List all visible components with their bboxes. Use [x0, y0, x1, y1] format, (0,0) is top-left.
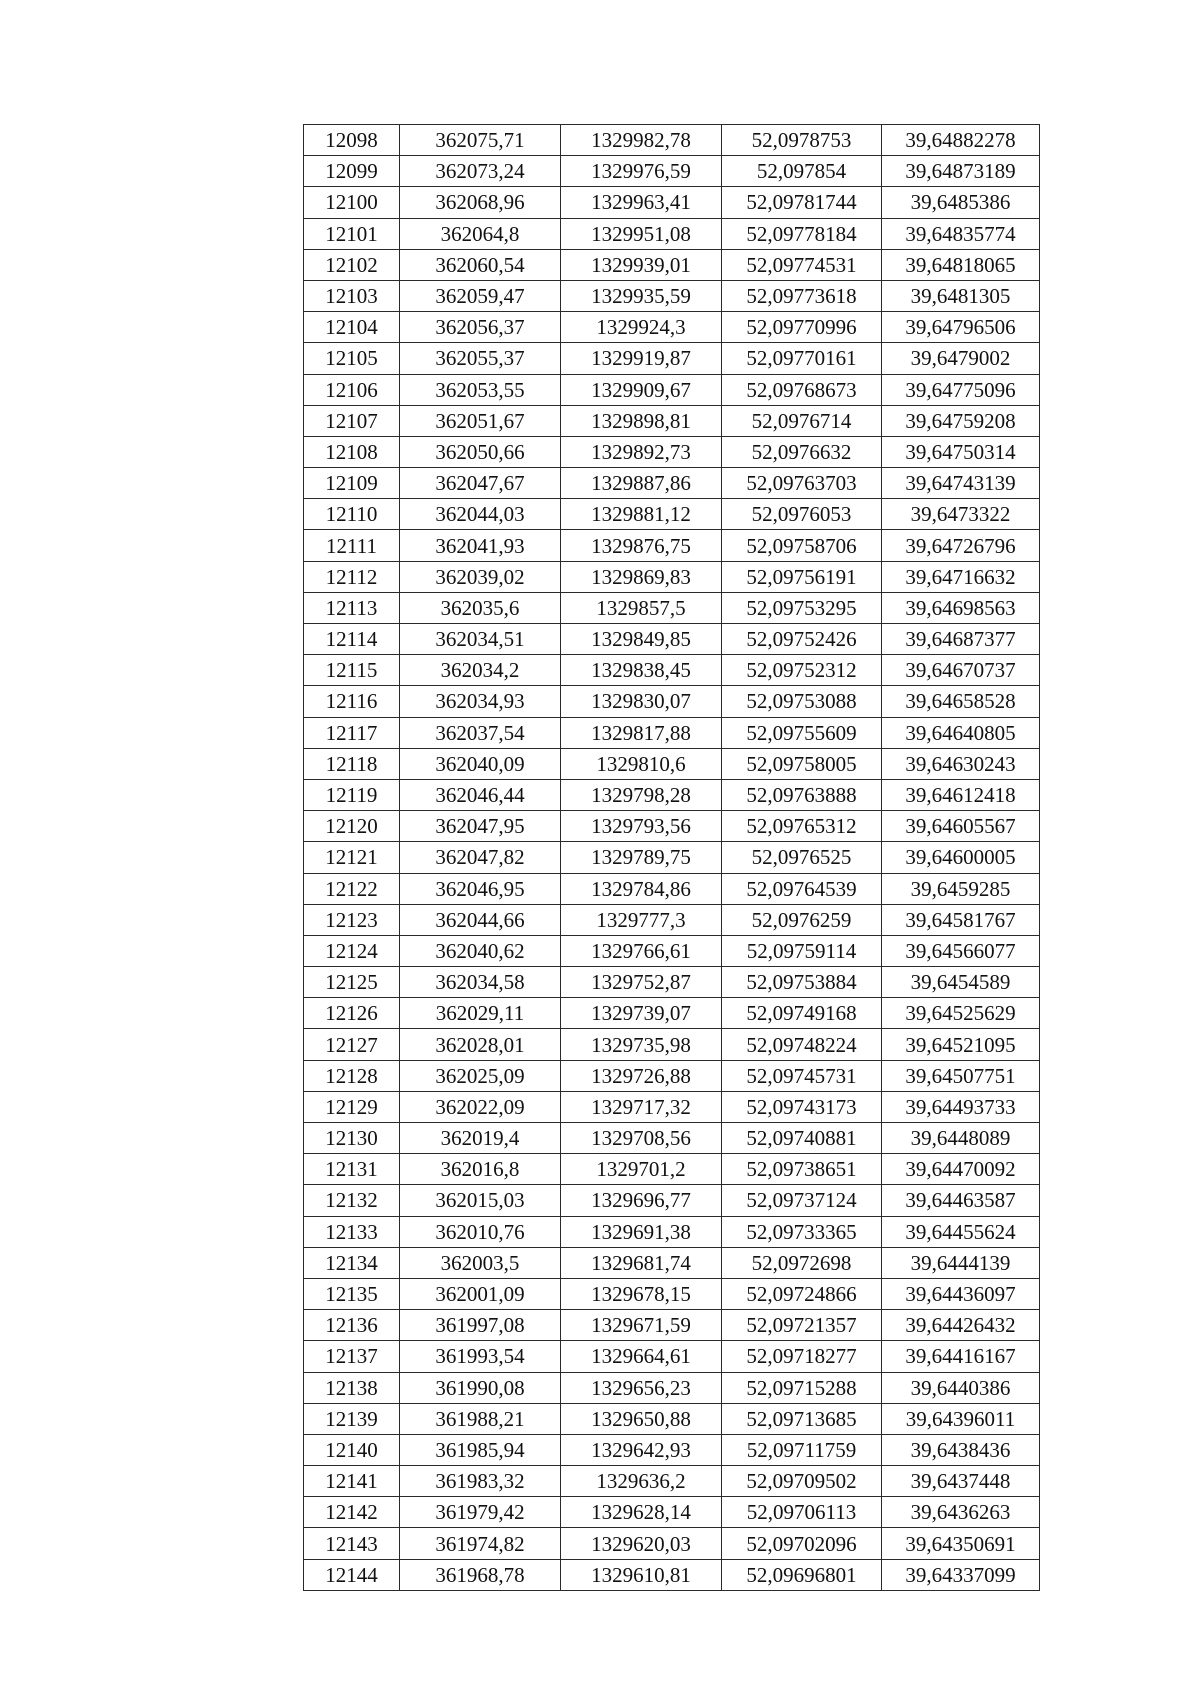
longitude-cell: 39,64470092: [882, 1154, 1040, 1185]
y-coordinate-cell: 1329708,56: [561, 1123, 722, 1154]
x-coordinate-cell: 362040,62: [400, 935, 561, 966]
longitude-cell: 39,64743139: [882, 468, 1040, 499]
latitude-cell: 52,09778184: [722, 218, 882, 249]
table-row: [304, 1310, 1040, 1341]
y-coordinate-cell: 1329784,86: [561, 873, 722, 904]
latitude-cell: 52,09706113: [722, 1497, 882, 1528]
point-number-cell: 12107: [304, 405, 400, 436]
table-row: [304, 967, 1040, 998]
point-number-cell: 12126: [304, 998, 400, 1029]
longitude-cell: 39,6459285: [882, 873, 1040, 904]
table-row: [304, 1154, 1040, 1185]
latitude-cell: 52,09753884: [722, 967, 882, 998]
table-row: [304, 1029, 1040, 1060]
table-row: [304, 624, 1040, 655]
longitude-cell: 39,64687377: [882, 624, 1040, 655]
x-coordinate-cell: 362064,8: [400, 218, 561, 249]
table-row: [304, 187, 1040, 218]
longitude-cell: 39,6440386: [882, 1372, 1040, 1403]
longitude-cell: 39,6436263: [882, 1497, 1040, 1528]
latitude-cell: 52,09740881: [722, 1123, 882, 1154]
point-number-cell: 12106: [304, 374, 400, 405]
longitude-cell: 39,64640805: [882, 717, 1040, 748]
y-coordinate-cell: 1329726,88: [561, 1060, 722, 1091]
table-row: [304, 1466, 1040, 1497]
longitude-cell: 39,64396011: [882, 1403, 1040, 1434]
table-row: [304, 686, 1040, 717]
table-row: [304, 1123, 1040, 1154]
table-row: [304, 249, 1040, 280]
latitude-cell: 52,09738651: [722, 1154, 882, 1185]
latitude-cell: 52,09743173: [722, 1091, 882, 1122]
x-coordinate-cell: 361979,42: [400, 1497, 561, 1528]
point-number-cell: 12116: [304, 686, 400, 717]
y-coordinate-cell: 1329798,28: [561, 779, 722, 810]
point-number-cell: 12114: [304, 624, 400, 655]
table-row: [304, 748, 1040, 779]
table-row: [304, 717, 1040, 748]
point-number-cell: 12098: [304, 125, 400, 156]
x-coordinate-cell: 362016,8: [400, 1154, 561, 1185]
longitude-cell: 39,6454589: [882, 967, 1040, 998]
latitude-cell: 52,097854: [722, 156, 882, 187]
point-number-cell: 12117: [304, 717, 400, 748]
y-coordinate-cell: 1329789,75: [561, 842, 722, 873]
y-coordinate-cell: 1329876,75: [561, 530, 722, 561]
y-coordinate-cell: 1329656,23: [561, 1372, 722, 1403]
longitude-cell: 39,64605567: [882, 811, 1040, 842]
table-row: [304, 125, 1040, 156]
table-row: [304, 343, 1040, 374]
y-coordinate-cell: 1329636,2: [561, 1466, 722, 1497]
longitude-cell: 39,6448089: [882, 1123, 1040, 1154]
point-number-cell: 12119: [304, 779, 400, 810]
latitude-cell: 52,0976525: [722, 842, 882, 873]
longitude-cell: 39,64835774: [882, 218, 1040, 249]
latitude-cell: 52,09724866: [722, 1278, 882, 1309]
table-row: [304, 280, 1040, 311]
table-row: [304, 1278, 1040, 1309]
point-number-cell: 12125: [304, 967, 400, 998]
latitude-cell: 52,0976632: [722, 436, 882, 467]
y-coordinate-cell: 1329817,88: [561, 717, 722, 748]
table-row: [304, 561, 1040, 592]
point-number-cell: 12111: [304, 530, 400, 561]
x-coordinate-cell: 361985,94: [400, 1434, 561, 1465]
latitude-cell: 52,09774531: [722, 249, 882, 280]
point-number-cell: 12105: [304, 343, 400, 374]
point-number-cell: 12133: [304, 1216, 400, 1247]
longitude-cell: 39,6438436: [882, 1434, 1040, 1465]
latitude-cell: 52,0972698: [722, 1247, 882, 1278]
table-row: [304, 935, 1040, 966]
x-coordinate-cell: 362060,54: [400, 249, 561, 280]
y-coordinate-cell: 1329696,77: [561, 1185, 722, 1216]
latitude-cell: 52,09756191: [722, 561, 882, 592]
y-coordinate-cell: 1329976,59: [561, 156, 722, 187]
longitude-cell: 39,64759208: [882, 405, 1040, 436]
y-coordinate-cell: 1329869,83: [561, 561, 722, 592]
y-coordinate-cell: 1329735,98: [561, 1029, 722, 1060]
latitude-cell: 52,09702096: [722, 1528, 882, 1559]
x-coordinate-cell: 362035,6: [400, 592, 561, 623]
point-number-cell: 12127: [304, 1029, 400, 1060]
coordinates-table-body: [304, 125, 1040, 1591]
longitude-cell: 39,64436097: [882, 1278, 1040, 1309]
latitude-cell: 52,09764539: [722, 873, 882, 904]
y-coordinate-cell: 1329857,5: [561, 592, 722, 623]
table-row: [304, 1528, 1040, 1559]
longitude-cell: 39,64670737: [882, 655, 1040, 686]
latitude-cell: 52,09753295: [722, 592, 882, 623]
latitude-cell: 52,0978753: [722, 125, 882, 156]
table-row: [304, 1497, 1040, 1528]
x-coordinate-cell: 362047,95: [400, 811, 561, 842]
longitude-cell: 39,64630243: [882, 748, 1040, 779]
latitude-cell: 52,09755609: [722, 717, 882, 748]
table-row: [304, 436, 1040, 467]
latitude-cell: 52,0976259: [722, 904, 882, 935]
table-row: [304, 779, 1040, 810]
latitude-cell: 52,09763888: [722, 779, 882, 810]
table-row: [304, 592, 1040, 623]
point-number-cell: 12137: [304, 1341, 400, 1372]
x-coordinate-cell: 362022,09: [400, 1091, 561, 1122]
point-number-cell: 12138: [304, 1372, 400, 1403]
table-row: [304, 811, 1040, 842]
longitude-cell: 39,64566077: [882, 935, 1040, 966]
latitude-cell: 52,09763703: [722, 468, 882, 499]
y-coordinate-cell: 1329838,45: [561, 655, 722, 686]
x-coordinate-cell: 361974,82: [400, 1528, 561, 1559]
latitude-cell: 52,09768673: [722, 374, 882, 405]
table-row: [304, 1091, 1040, 1122]
latitude-cell: 52,09711759: [722, 1434, 882, 1465]
point-number-cell: 12141: [304, 1466, 400, 1497]
table-row: [304, 405, 1040, 436]
table-row: [304, 1403, 1040, 1434]
longitude-cell: 39,64818065: [882, 249, 1040, 280]
point-number-cell: 12131: [304, 1154, 400, 1185]
y-coordinate-cell: 1329881,12: [561, 499, 722, 530]
x-coordinate-cell: 362047,82: [400, 842, 561, 873]
x-coordinate-cell: 362041,93: [400, 530, 561, 561]
latitude-cell: 52,09752426: [722, 624, 882, 655]
x-coordinate-cell: 362075,71: [400, 125, 561, 156]
latitude-cell: 52,09753088: [722, 686, 882, 717]
x-coordinate-cell: 362044,66: [400, 904, 561, 935]
table-row: [304, 1559, 1040, 1590]
y-coordinate-cell: 1329909,67: [561, 374, 722, 405]
longitude-cell: 39,64750314: [882, 436, 1040, 467]
table-row: [304, 1434, 1040, 1465]
point-number-cell: 12110: [304, 499, 400, 530]
x-coordinate-cell: 362029,11: [400, 998, 561, 1029]
longitude-cell: 39,64873189: [882, 156, 1040, 187]
x-coordinate-cell: 361993,54: [400, 1341, 561, 1372]
longitude-cell: 39,6479002: [882, 343, 1040, 374]
x-coordinate-cell: 362010,76: [400, 1216, 561, 1247]
x-coordinate-cell: 361988,21: [400, 1403, 561, 1434]
point-number-cell: 12120: [304, 811, 400, 842]
y-coordinate-cell: 1329887,86: [561, 468, 722, 499]
longitude-cell: 39,64600005: [882, 842, 1040, 873]
coordinates-table: [303, 124, 1040, 1591]
latitude-cell: 52,09748224: [722, 1029, 882, 1060]
longitude-cell: 39,64463587: [882, 1185, 1040, 1216]
y-coordinate-cell: 1329610,81: [561, 1559, 722, 1590]
y-coordinate-cell: 1329924,3: [561, 312, 722, 343]
x-coordinate-cell: 362015,03: [400, 1185, 561, 1216]
longitude-cell: 39,64507751: [882, 1060, 1040, 1091]
table-row: [304, 655, 1040, 686]
point-number-cell: 12142: [304, 1497, 400, 1528]
y-coordinate-cell: 1329849,85: [561, 624, 722, 655]
y-coordinate-cell: 1329664,61: [561, 1341, 722, 1372]
point-number-cell: 12113: [304, 592, 400, 623]
longitude-cell: 39,6437448: [882, 1466, 1040, 1497]
y-coordinate-cell: 1329620,03: [561, 1528, 722, 1559]
x-coordinate-cell: 362019,4: [400, 1123, 561, 1154]
table-row: [304, 904, 1040, 935]
y-coordinate-cell: 1329671,59: [561, 1310, 722, 1341]
longitude-cell: 39,64337099: [882, 1559, 1040, 1590]
y-coordinate-cell: 1329691,38: [561, 1216, 722, 1247]
x-coordinate-cell: 362055,37: [400, 343, 561, 374]
longitude-cell: 39,6485386: [882, 187, 1040, 218]
latitude-cell: 52,09737124: [722, 1185, 882, 1216]
table-row: [304, 998, 1040, 1029]
y-coordinate-cell: 1329892,73: [561, 436, 722, 467]
latitude-cell: 52,09759114: [722, 935, 882, 966]
longitude-cell: 39,64796506: [882, 312, 1040, 343]
latitude-cell: 52,09733365: [722, 1216, 882, 1247]
longitude-cell: 39,64493733: [882, 1091, 1040, 1122]
y-coordinate-cell: 1329963,41: [561, 187, 722, 218]
x-coordinate-cell: 362050,66: [400, 436, 561, 467]
y-coordinate-cell: 1329739,07: [561, 998, 722, 1029]
y-coordinate-cell: 1329766,61: [561, 935, 722, 966]
point-number-cell: 12115: [304, 655, 400, 686]
x-coordinate-cell: 362047,67: [400, 468, 561, 499]
x-coordinate-cell: 362037,54: [400, 717, 561, 748]
y-coordinate-cell: 1329919,87: [561, 343, 722, 374]
table-row: [304, 1247, 1040, 1278]
point-number-cell: 12118: [304, 748, 400, 779]
table-row: [304, 1060, 1040, 1091]
point-number-cell: 12123: [304, 904, 400, 935]
x-coordinate-cell: 361968,78: [400, 1559, 561, 1590]
longitude-cell: 39,64882278: [882, 125, 1040, 156]
x-coordinate-cell: 362068,96: [400, 187, 561, 218]
y-coordinate-cell: 1329951,08: [561, 218, 722, 249]
x-coordinate-cell: 362034,58: [400, 967, 561, 998]
point-number-cell: 12139: [304, 1403, 400, 1434]
point-number-cell: 12132: [304, 1185, 400, 1216]
x-coordinate-cell: 361983,32: [400, 1466, 561, 1497]
x-coordinate-cell: 362046,95: [400, 873, 561, 904]
longitude-cell: 39,64525629: [882, 998, 1040, 1029]
point-number-cell: 12099: [304, 156, 400, 187]
longitude-cell: 39,64775096: [882, 374, 1040, 405]
latitude-cell: 52,09709502: [722, 1466, 882, 1497]
y-coordinate-cell: 1329701,2: [561, 1154, 722, 1185]
x-coordinate-cell: 362034,93: [400, 686, 561, 717]
x-coordinate-cell: 362001,09: [400, 1278, 561, 1309]
table-row: [304, 1372, 1040, 1403]
point-number-cell: 12124: [304, 935, 400, 966]
point-number-cell: 12122: [304, 873, 400, 904]
x-coordinate-cell: 362056,37: [400, 312, 561, 343]
x-coordinate-cell: 362003,5: [400, 1247, 561, 1278]
x-coordinate-cell: 361990,08: [400, 1372, 561, 1403]
table-row: [304, 842, 1040, 873]
y-coordinate-cell: 1329717,32: [561, 1091, 722, 1122]
longitude-cell: 39,64581767: [882, 904, 1040, 935]
point-number-cell: 12103: [304, 280, 400, 311]
point-number-cell: 12135: [304, 1278, 400, 1309]
longitude-cell: 39,64521095: [882, 1029, 1040, 1060]
y-coordinate-cell: 1329810,6: [561, 748, 722, 779]
latitude-cell: 52,09781744: [722, 187, 882, 218]
table-row: [304, 530, 1040, 561]
point-number-cell: 12140: [304, 1434, 400, 1465]
longitude-cell: 39,64726796: [882, 530, 1040, 561]
point-number-cell: 12143: [304, 1528, 400, 1559]
point-number-cell: 12136: [304, 1310, 400, 1341]
point-number-cell: 12121: [304, 842, 400, 873]
y-coordinate-cell: 1329898,81: [561, 405, 722, 436]
latitude-cell: 52,0976714: [722, 405, 882, 436]
latitude-cell: 52,09765312: [722, 811, 882, 842]
table-row: [304, 468, 1040, 499]
table-row: [304, 873, 1040, 904]
x-coordinate-cell: 361997,08: [400, 1310, 561, 1341]
longitude-cell: 39,6473322: [882, 499, 1040, 530]
latitude-cell: 52,09770996: [722, 312, 882, 343]
x-coordinate-cell: 362044,03: [400, 499, 561, 530]
table-row: [304, 218, 1040, 249]
y-coordinate-cell: 1329678,15: [561, 1278, 722, 1309]
latitude-cell: 52,09713685: [722, 1403, 882, 1434]
y-coordinate-cell: 1329681,74: [561, 1247, 722, 1278]
y-coordinate-cell: 1329935,59: [561, 280, 722, 311]
x-coordinate-cell: 362046,44: [400, 779, 561, 810]
latitude-cell: 52,09752312: [722, 655, 882, 686]
x-coordinate-cell: 362028,01: [400, 1029, 561, 1060]
point-number-cell: 12109: [304, 468, 400, 499]
point-number-cell: 12128: [304, 1060, 400, 1091]
longitude-cell: 39,64416167: [882, 1341, 1040, 1372]
latitude-cell: 52,09721357: [722, 1310, 882, 1341]
table-row: [304, 156, 1040, 187]
x-coordinate-cell: 362040,09: [400, 748, 561, 779]
x-coordinate-cell: 362034,2: [400, 655, 561, 686]
x-coordinate-cell: 362059,47: [400, 280, 561, 311]
latitude-cell: 52,09696801: [722, 1559, 882, 1590]
point-number-cell: 12108: [304, 436, 400, 467]
longitude-cell: 39,64612418: [882, 779, 1040, 810]
point-number-cell: 12134: [304, 1247, 400, 1278]
table-row: [304, 1185, 1040, 1216]
longitude-cell: 39,6481305: [882, 280, 1040, 311]
point-number-cell: 12102: [304, 249, 400, 280]
longitude-cell: 39,64455624: [882, 1216, 1040, 1247]
x-coordinate-cell: 362025,09: [400, 1060, 561, 1091]
latitude-cell: 52,09745731: [722, 1060, 882, 1091]
point-number-cell: 12100: [304, 187, 400, 218]
longitude-cell: 39,6444139: [882, 1247, 1040, 1278]
latitude-cell: 52,09773618: [722, 280, 882, 311]
latitude-cell: 52,09715288: [722, 1372, 882, 1403]
x-coordinate-cell: 362034,51: [400, 624, 561, 655]
longitude-cell: 39,64350691: [882, 1528, 1040, 1559]
table-row: [304, 312, 1040, 343]
longitude-cell: 39,64716632: [882, 561, 1040, 592]
y-coordinate-cell: 1329793,56: [561, 811, 722, 842]
latitude-cell: 52,09718277: [722, 1341, 882, 1372]
longitude-cell: 39,64658528: [882, 686, 1040, 717]
x-coordinate-cell: 362073,24: [400, 156, 561, 187]
table-row: [304, 374, 1040, 405]
y-coordinate-cell: 1329982,78: [561, 125, 722, 156]
table-row: [304, 1341, 1040, 1372]
y-coordinate-cell: 1329752,87: [561, 967, 722, 998]
y-coordinate-cell: 1329830,07: [561, 686, 722, 717]
latitude-cell: 52,09770161: [722, 343, 882, 374]
longitude-cell: 39,64698563: [882, 592, 1040, 623]
x-coordinate-cell: 362051,67: [400, 405, 561, 436]
table-row: [304, 1216, 1040, 1247]
x-coordinate-cell: 362039,02: [400, 561, 561, 592]
latitude-cell: 52,09758005: [722, 748, 882, 779]
y-coordinate-cell: 1329650,88: [561, 1403, 722, 1434]
y-coordinate-cell: 1329642,93: [561, 1434, 722, 1465]
latitude-cell: 52,0976053: [722, 499, 882, 530]
point-number-cell: 12144: [304, 1559, 400, 1590]
point-number-cell: 12112: [304, 561, 400, 592]
point-number-cell: 12130: [304, 1123, 400, 1154]
longitude-cell: 39,64426432: [882, 1310, 1040, 1341]
table-row: [304, 499, 1040, 530]
point-number-cell: 12129: [304, 1091, 400, 1122]
x-coordinate-cell: 362053,55: [400, 374, 561, 405]
point-number-cell: 12101: [304, 218, 400, 249]
point-number-cell: 12104: [304, 312, 400, 343]
y-coordinate-cell: 1329939,01: [561, 249, 722, 280]
latitude-cell: 52,09749168: [722, 998, 882, 1029]
y-coordinate-cell: 1329628,14: [561, 1497, 722, 1528]
y-coordinate-cell: 1329777,3: [561, 904, 722, 935]
latitude-cell: 52,09758706: [722, 530, 882, 561]
